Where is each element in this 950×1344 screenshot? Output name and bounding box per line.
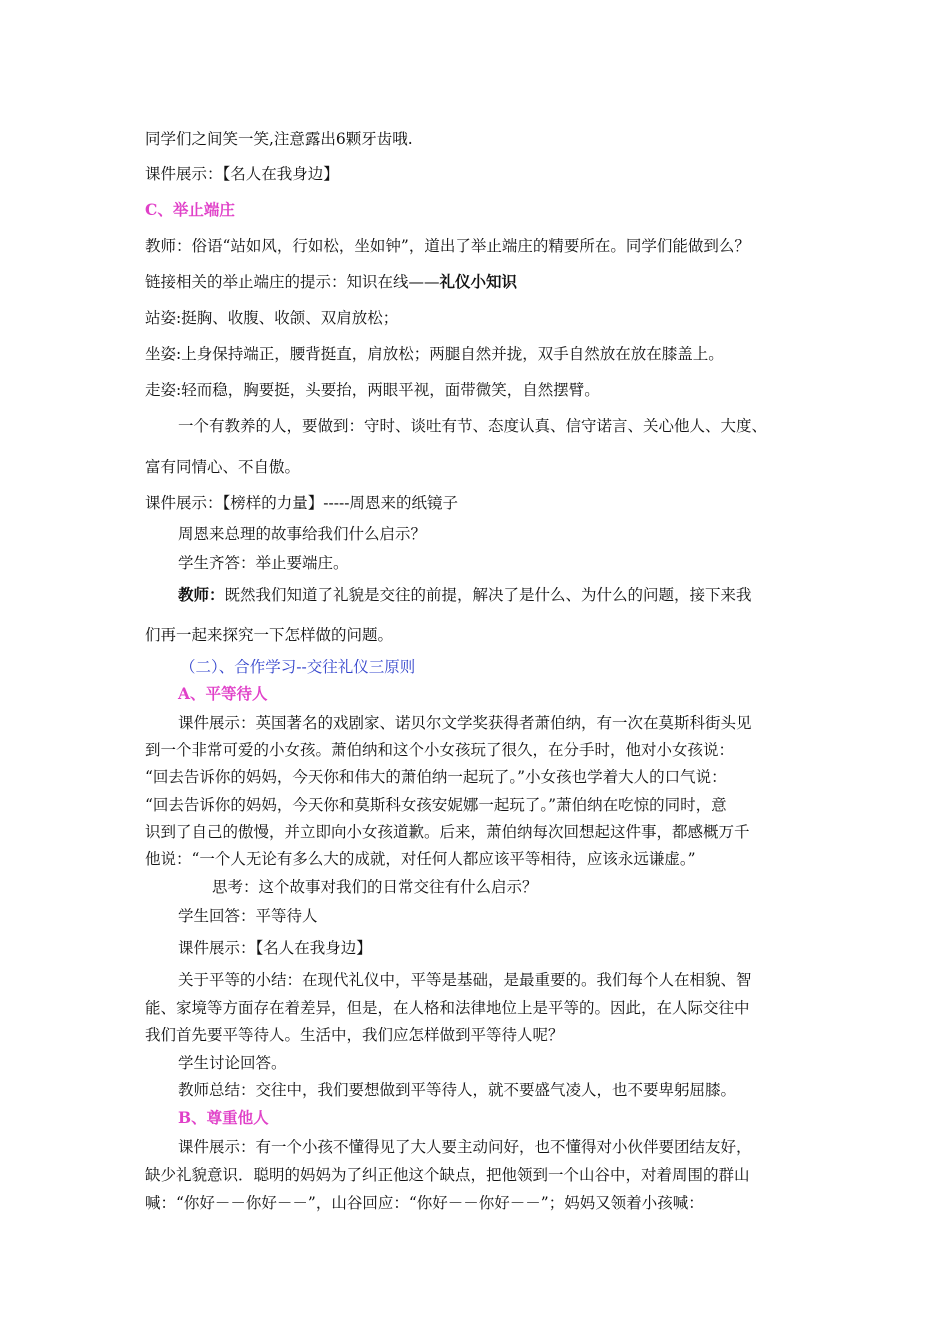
- section-heading-c: C、举止端庄: [145, 200, 235, 219]
- text-line: 学生讨论回答。: [178, 1054, 287, 1072]
- text-line: 们再一起来探究一下怎样做的问题。: [145, 626, 394, 644]
- text-span: 既然我们知道了礼貌是交往的前提，解决了是什么、为什么的问题，接下来我: [224, 586, 752, 604]
- section-heading-cooperative: （二）、合作学习--交往礼仪三原则: [180, 658, 416, 676]
- text-line: 周恩来总理的故事给我们什么启示？: [178, 525, 427, 543]
- text-line: 课件展示：有一个小孩不懂得见了大人要主动问好，也不懂得对小伙伴要团结友好，: [178, 1138, 752, 1156]
- text-line: 富有同情心、不自傲。: [145, 458, 301, 476]
- text-line: 学生回答：平等待人: [178, 907, 318, 925]
- text-line: [178, 584, 752, 606]
- text-span: 链接相关的举止端庄的提示：知识在线——: [145, 273, 440, 291]
- text-line: 我们首先要平等待人。生活中，我们应怎样做到平等待人呢？: [145, 1026, 564, 1044]
- text-line: 教师总结：交往中，我们要想做到平等待人，就不要盛气凌人，也不要卑躬屈膝。: [178, 1081, 737, 1099]
- text-line: “回去告诉你的妈妈，今天你和莫斯科女孩安妮娜一起玩了。”萧伯纳在吃惊的同时，意: [145, 796, 727, 814]
- text-line: 识到了自己的傲慢，并立即向小女孩道歉。后来，萧伯纳每次回想起这件事，都感概万千: [145, 823, 750, 841]
- text-line: 缺少礼貌意识．聪明的妈妈为了纠正他这个缺点，把他领到一个山谷中，对着周围的群山: [145, 1166, 750, 1184]
- text-line: “回去告诉你的妈妈，今天你和伟大的萧伯纳一起玩了。”小女孩也学着大人的口气说：: [145, 768, 727, 786]
- text-line: 课件展示：英国著名的戏剧家、诺贝尔文学奖获得者萧伯纳，有一次在莫斯科街头见: [178, 714, 752, 732]
- text-line: 一个有教养的人，要做到：守时、谈吐有节、态度认真、信守诺言、关心他人、大度、: [178, 417, 768, 435]
- text-line: 关于平等的小结：在现代礼仪中，平等是基础，是最重要的。我们每个人在相貌、智: [178, 971, 752, 989]
- text-line: 坐姿:上身保持端正，腰背挺直，肩放松；两腿自然并拢，双手自然放在放在膝盖上。: [145, 345, 724, 363]
- text-line: 课件展示：【名人在我身边】: [145, 165, 339, 183]
- text-line: 课件展示：【名人在我身边】: [178, 939, 372, 957]
- text-line: 思考：这个故事对我们的日常交往有什么启示？: [212, 878, 538, 896]
- text-line: 学生齐答：举止要端庄。: [178, 554, 349, 572]
- section-heading-b: B、尊重他人: [178, 1108, 269, 1127]
- text-line: 能、家境等方面存在着差异，但是，在人格和法律地位上是平等的。因此，在人际交往中: [145, 999, 750, 1017]
- text-line: 课件展示：【榜样的力量】-----周恩来的纸镜子: [145, 494, 458, 512]
- text-line: 同学们之间笑一笑,注意露出6颗牙齿哦.: [145, 130, 413, 148]
- text-line: 教师：俗语“站如风，行如松，坐如钟”，道出了举止端庄的精要所在。同学们能做到么？: [145, 237, 750, 255]
- text-line: 走姿:轻而稳，胸要挺，头要抬，两眼平视，面带微笑，自然摆臂。: [145, 381, 600, 399]
- text-line: 喊：“你好－－你好－－”，山谷回应：“你好－－你好－－”；妈妈又领着小孩喊：: [145, 1194, 704, 1212]
- text-line: [145, 271, 517, 293]
- bold-term: 礼仪小知识: [439, 272, 518, 291]
- section-heading-a: A、平等待人: [178, 684, 268, 703]
- text-line: 站姿:挺胸、收腹、收颌、双肩放松；: [145, 309, 399, 327]
- text-line: 他说：“一个人无论有多么大的成就，对任何人都应该平等相待，应该永远谦虚。”: [145, 850, 696, 868]
- speaker-label: 教师：: [178, 585, 225, 604]
- text-line: 到一个非常可爱的小女孩。萧伯纳和这个小女孩玩了很久，在分手时，他对小女孩说：: [145, 741, 735, 759]
